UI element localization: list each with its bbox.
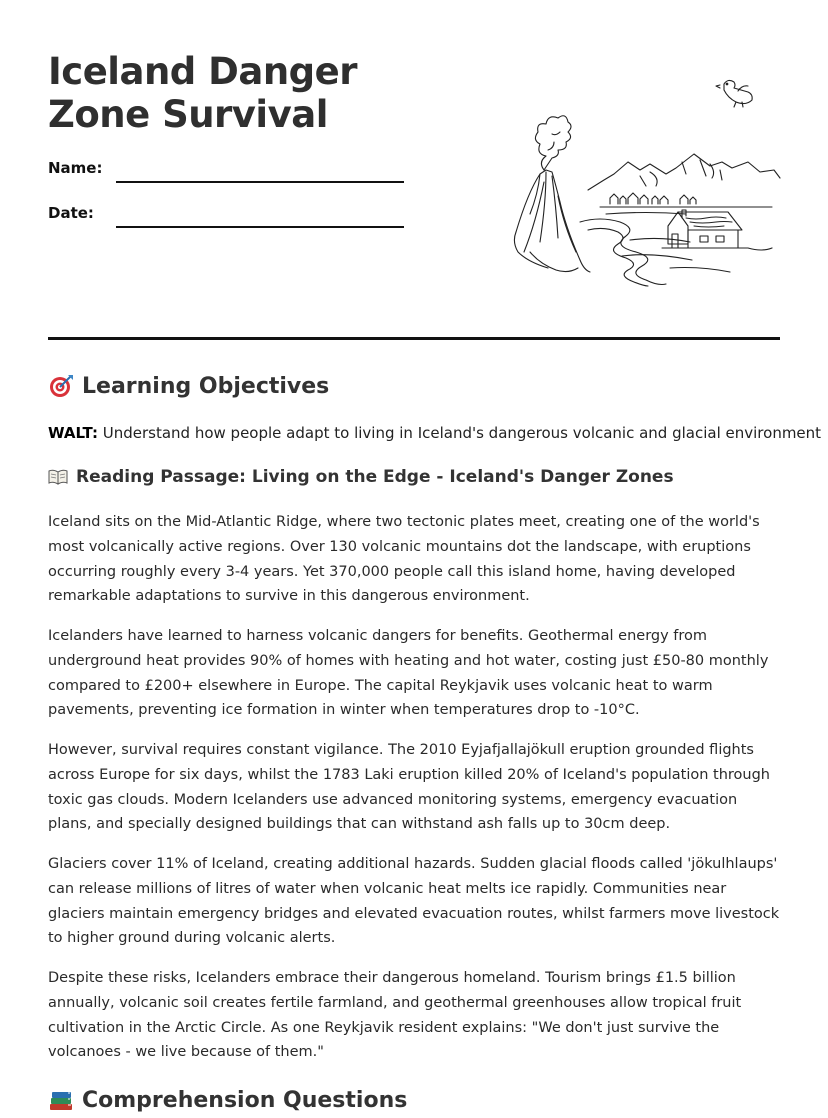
passage-paragraph-4: Glaciers cover 11% of Iceland, creating additional hazards. Sudden glacial floods called 'jökulhlaups' can release millions of litres of water when volcanic heat melts ice rapidly. Communities near glaciers maintain emergency bridges and elevated evacuation routes, whilst farmers move livestock to higher ground during volcanic alerts. [48,856,780,947]
passage-paragraph-3: However, survival requires constant vigilance. The 2010 Eyjafjallajökull eruption grounded flights across Europe for six days, whilst the 1783 Laki eruption killed 20% of Iceland's population through toxic gas clouds. Modern Icelanders use advanced monitoring systems, emergency evacuation plans, and specially designed buildings that can withstand ash falls up to 30cm deep. [48,742,770,833]
passage-paragraph-1: Iceland sits on the Mid-Atlantic Ridge, where two tectonic plates meet, creating one of the world's most volcanically active regions. Over 130 volcanic mountains dot the landscape, with eruptions occurring roughly every 3-4 years. Yet 370,000 people call this island home, having developed remarkable adaptations to survive in this dangerous environment. [48,514,760,605]
bird-icon [716,80,752,107]
walt-text: Understand how people adapt to living in Iceland's dangerous volcanic and glacial environment [102,424,822,442]
section-divider [48,337,780,340]
name-label: Name: [48,159,103,177]
worksheet-title: Iceland Danger Zone Survival [48,50,357,136]
target-icon [48,373,74,399]
passage-paragraph-2: Icelanders have learned to harness volcanic dangers for benefits. Geothermal energy from underground heat provides 90% of homes with heating and hot water, costing just £50-80 monthly compared to £200+ elsewhere in Europe. The capital Reykjavik uses volcanic heat to warm pavements, preventing ice formation in winter when temperatures drop to -10°C. [48,628,769,719]
books-icon [48,1087,74,1113]
learning-objectives-heading: Learning Objectives [48,373,329,399]
passage-paragraph-5: Despite these risks, Icelanders embrace their dangerous homeland. Tourism brings £1.5 billion annually, volcanic soil creates fertile farmland, and geothermal greenhouses allow tropical fruit cultivation in the Arctic Circle. As one Reykjavik resident explains: "We don't just survive the volcanoes - we live because of them." [48,970,742,1061]
walt-statement [48,424,821,442]
comprehension-questions-heading: Comprehension Questions [48,1087,407,1113]
walt-label: WALT: [48,424,98,442]
house-icon [662,210,772,250]
volcano-landscape-illustration [510,72,782,297]
reading-passage-heading: Reading Passage: Living on the Edge - Iceland's Danger Zones [48,467,674,487]
name-field[interactable] [116,181,404,183]
date-label: Date: [48,204,94,222]
date-field[interactable] [116,226,404,228]
open-book-icon [48,467,68,487]
